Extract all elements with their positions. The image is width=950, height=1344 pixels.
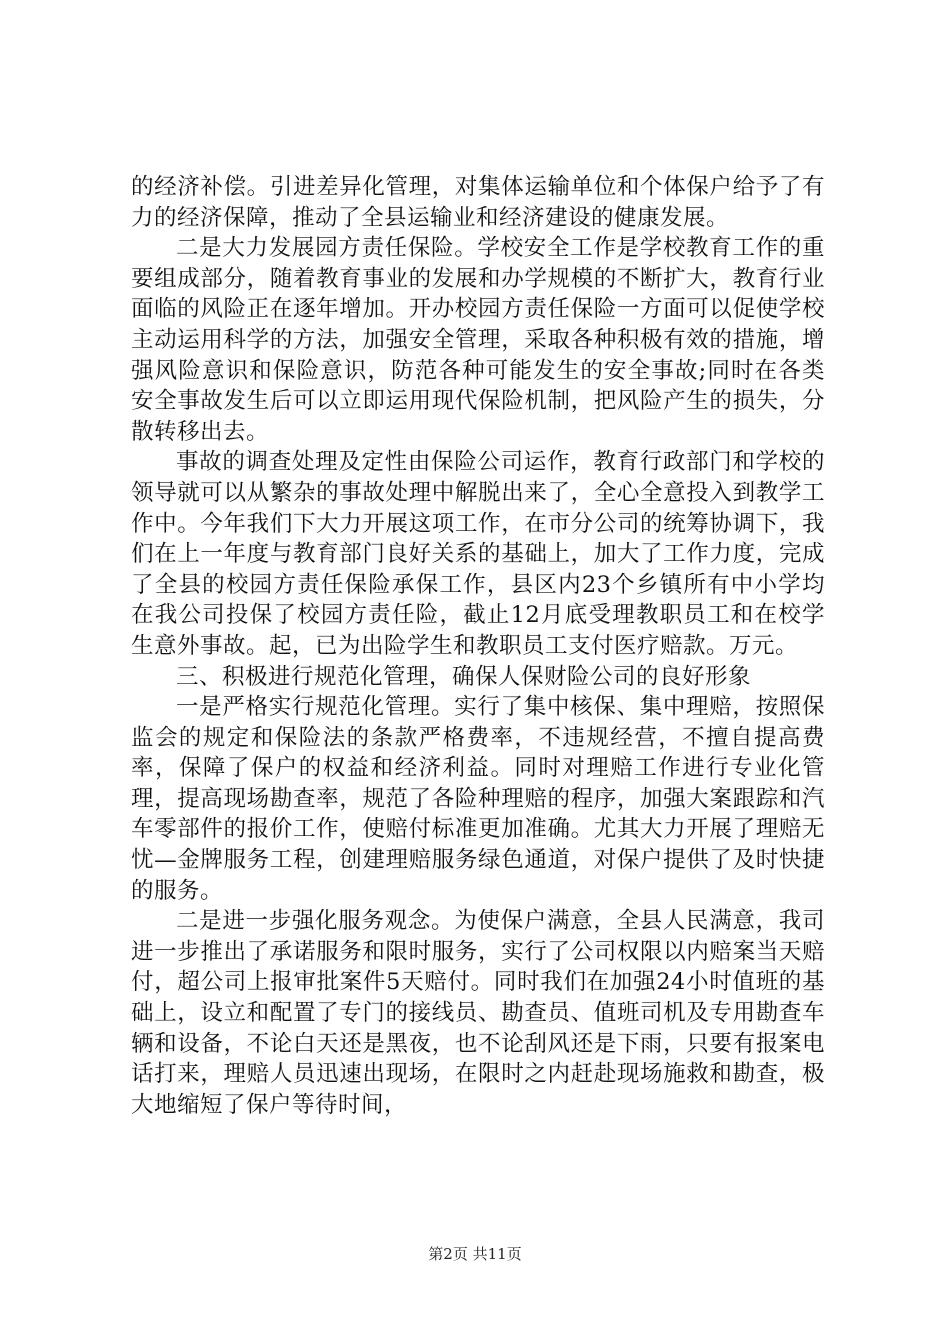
paragraph-accident-handling: 事故的调查处理及定性由保险公司运作，教育行政部门和学校的领导就可以从繁杂的事故处理中解脱出来了，全心全意投入到教学工作中。今年我们下大力开展这项工作，在市分公司的统筹协调下，我们在上一年度与教育部门良好关系的基础上，加大了工作力度，完成了全县的校园方责任保险承保工作，县区内23个乡镇所有中小学均在我公司投保了校园方责任险，截止12月底受理教职员工和在校学生意外事故。起，已为出险学生和教职员工支付医疗赔款。万元。 bbox=[131, 449, 825, 659]
paragraph-continuation: 的经济补偿。引进差异化管理，对集体运输单位和个体保户给予了有力的经济保障，推动了全县运输业和经济建设的健康发展。 bbox=[131, 174, 825, 231]
paragraph-campus-liability-insurance: 二是大力发展园方责任保险。学校安全工作是学校教育工作的重要组成部分，随着教育事业的发展和办学规模的不断扩大，教育行业面临的风险正在逐年增加。开办校园方责任保险一方面可以促使学校主动运用科学的方法，加强安全管理，采取各种积极有效的措施，增强风险意识和保险意识，防范各种可能发生的安全事故;同时在各类安全事故发生后可以立即运用现代保险机制，把风险产生的损失，分散转移出去。 bbox=[131, 235, 825, 445]
document-body bbox=[131, 172, 825, 1120]
section-heading-standardized-management: 三、积极进行规范化管理，确保人保财险公司的良好形象 bbox=[176, 663, 752, 690]
paragraph-service-concept: 二是进一步强化服务观念。为使保户满意，全县人民满意，我司进一步推出了承诺服务和限时服务，实行了公司权限以内赔案当天赔付，超公司上报审批案件5天赔付。同时我们在加强24小时值班的基础上，设立和配置了专门的接线员、勘查员、值班司机及专用勘查车辆和设备，不论白天还是黑夜，也不论刮风还是下雨，只要有报案电话打来，理赔人员迅速出现场，在限时之内赶赴现场施救和勘查，极大地缩短了保户等待时间， bbox=[131, 908, 825, 1118]
page-number-footer: 第2页 共11页 bbox=[428, 1245, 522, 1263]
paragraph-strict-standardization: 一是严格实行规范化管理。实行了集中核保、集中理赔，按照保监会的规定和保险法的条款严格费率，不违规经营，不擅自提高费率，保障了保户的权益和经济利益。同时对理赔工作进行专业化管理，提高现场勘查率，规范了各险种理赔的程序，加强大案跟踪和汽车零部件的报价工作，使赔付标准更加准确。尤其大力开展了理赔无忧—金牌服务工程，创建理赔服务绿色通道，对保户提供了及时快捷的服务。 bbox=[131, 694, 825, 904]
